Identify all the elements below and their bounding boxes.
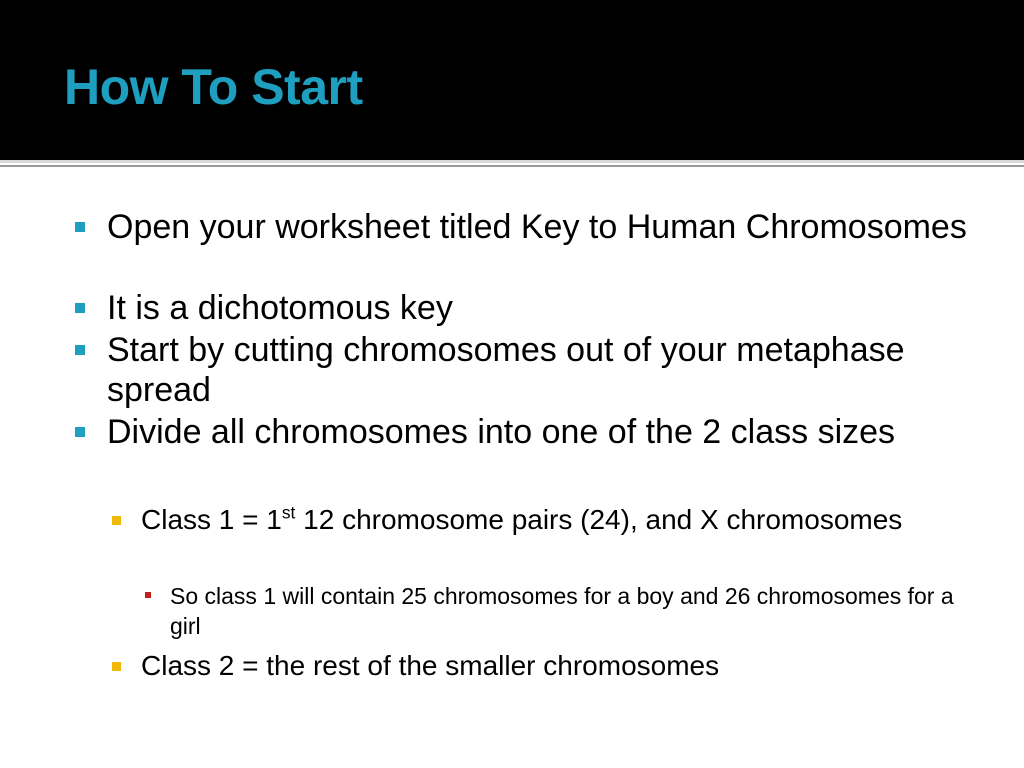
bullet-item-cutting: Start by cutting chromosomes out of your metaphase spread bbox=[107, 331, 905, 409]
bullet-item-dichotomous-key: It is a dichotomous key bbox=[107, 289, 453, 327]
sub-bullet-class-1 bbox=[141, 503, 961, 537]
square-bullet-icon bbox=[112, 662, 121, 671]
bullet-item-worksheet: Open your worksheet titled Key to Human Chromosomes bbox=[107, 208, 967, 246]
square-bullet-icon bbox=[75, 427, 85, 437]
sub-sub-bullet-class-1-count: So class 1 will contain 25 chromosomes for a boy and 26 chromosomes for a girl bbox=[170, 583, 954, 639]
class-1-suffix: 12 chromosome pairs (24), and X chromosomes bbox=[295, 504, 903, 535]
ordinal-superscript: st bbox=[281, 502, 296, 523]
square-bullet-icon bbox=[75, 222, 85, 232]
square-bullet-icon bbox=[112, 516, 121, 525]
bullet-item-divide: Divide all chromosomes into one of the 2 class sizes bbox=[107, 413, 896, 451]
sub-bullet-class-2: Class 2 = the rest of the smaller chromosomes bbox=[141, 650, 720, 681]
slide-title: How To Start bbox=[64, 59, 363, 115]
square-bullet-icon bbox=[145, 592, 151, 598]
square-bullet-icon bbox=[75, 303, 85, 313]
class-1-prefix: Class 1 = 1 bbox=[141, 504, 282, 535]
square-bullet-icon bbox=[75, 345, 85, 355]
